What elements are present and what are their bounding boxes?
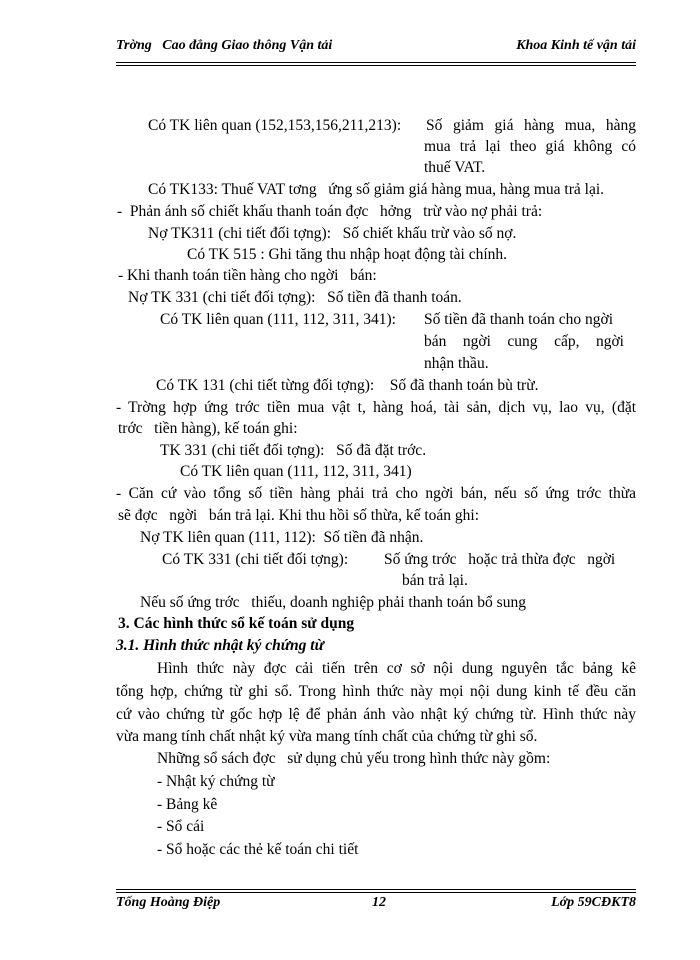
- page-number: 12: [372, 895, 386, 910]
- line-2: mua trả lại theo giá không có: [424, 138, 636, 155]
- header-left: Trờng Cao đẳng Giao thông Vận tải: [116, 38, 333, 53]
- header-rule: [116, 62, 636, 66]
- header-right: Khoa Kinh tế vận tải: [516, 38, 636, 53]
- list-item-1: - Nhật ký chứng từ: [157, 773, 275, 790]
- line-21b: Số ứng trớc hoặc trả thừa đợc ngời: [384, 551, 616, 568]
- line-10a: Có TK liên quan (111, 112, 311, 341):: [160, 311, 396, 328]
- footer-author: Tống Hoàng Điệp: [116, 895, 221, 910]
- para2-line-1: Những sổ sách đợc sử dụng chủ yếu trong hình thức này gồm:: [157, 750, 551, 767]
- line-1b: Số giảm giá hàng mua, hàng: [426, 117, 636, 134]
- list-item-4: - Sổ hoặc các thẻ kế toán chi tiết: [157, 841, 359, 858]
- line-7: Có TK 515 : Ghi tăng thu nhập hoạt động tài chính.: [187, 246, 508, 263]
- line-12: nhận thầu.: [424, 355, 489, 372]
- list-item-3: - Sổ cái: [157, 818, 205, 835]
- footer-class: Lớp 59CĐKT8: [551, 895, 636, 910]
- line-22: bán trả lại.: [402, 572, 468, 589]
- line-21a: Có TK 331 (chi tiết đối tợng):: [162, 551, 349, 568]
- section-heading: 3. Các hình thức sổ kế toán sử dụng: [118, 615, 355, 632]
- list-item-2: - Bảng kê: [157, 796, 218, 813]
- line-10b: Số tiền đã thanh toán cho ngời: [424, 311, 613, 328]
- para-line-2: tổng hợp, chứng từ ghi sổ. Trong hình thức này mọi nội dung kinh tế đều căn: [116, 683, 636, 700]
- line-6: Nợ TK311 (chi tiết đối tợng): Số chiết khấu trừ vào số nợ.: [148, 225, 517, 242]
- line-11: bán ngời cung cấp, ngời: [424, 333, 624, 350]
- line-9: Nợ TK 331 (chi tiết đối tợng): Số tiền đã thanh toán.: [128, 289, 462, 306]
- line-23: Nếu số ứng trớc thiếu, doanh nghiệp phải thanh toán bổ sung: [140, 594, 526, 611]
- line-1a: Có TK liên quan (152,153,156,211,213):: [148, 117, 402, 134]
- line-4: Có TK133: Thuế VAT tơng ứng số giảm giá hàng mua, hàng mua trả lại.: [148, 181, 605, 198]
- line-15: trớc tiền hàng), kế toán ghi:: [118, 420, 298, 437]
- line-16: TK 331 (chi tiết đối tợng): Số đã đặt trớc.: [160, 442, 427, 459]
- para-line-4: vừa mang tính chất nhật ký vừa mang tính chất của chứng từ ghi sổ.: [116, 728, 538, 745]
- line-13: Có TK 131 (chi tiết từng đối tợng): Số đã thanh toán bù trừ.: [156, 377, 539, 394]
- line-19: sẽ đợc ngời bán trả lại. Khi thu hồi số thừa, kế toán ghi:: [118, 507, 479, 524]
- line-8: - Khi thanh toán tiền hàng cho ngời bán:: [118, 267, 377, 284]
- para-line-3: cứ vào chứng từ gốc hợp lệ để phản ánh vào nhật ký chứng từ. Hình thức này: [116, 706, 636, 723]
- subsection-heading: 3.1. Hình thức nhật ký chứng từ: [116, 637, 324, 654]
- footer-rule: [116, 889, 636, 893]
- line-3: thuế VAT.: [424, 159, 486, 176]
- line-5: - Phản ánh số chiết khấu thanh toán đợc hởng trừ vào nợ phải trả:: [117, 203, 543, 220]
- line-18: - Căn cứ vào tổng số tiền hàng phải trả cho ngời bán, nếu số ứng trớc thừa: [116, 485, 636, 502]
- line-17: Có TK liên quan (111, 112, 311, 341): [180, 463, 412, 480]
- line-20: Nợ TK liên quan (111, 112): Số tiền đã nhận.: [140, 529, 424, 546]
- line-14: - Trờng hợp ứng trớc tiền mua vật t, hàng hoá, tài sản, dịch vụ, lao vụ, (đặt: [116, 399, 636, 416]
- para-line-1: Hình thức này đợc cải tiến trên cơ sở nội dung nguyên tắc bảng kê: [157, 660, 636, 677]
